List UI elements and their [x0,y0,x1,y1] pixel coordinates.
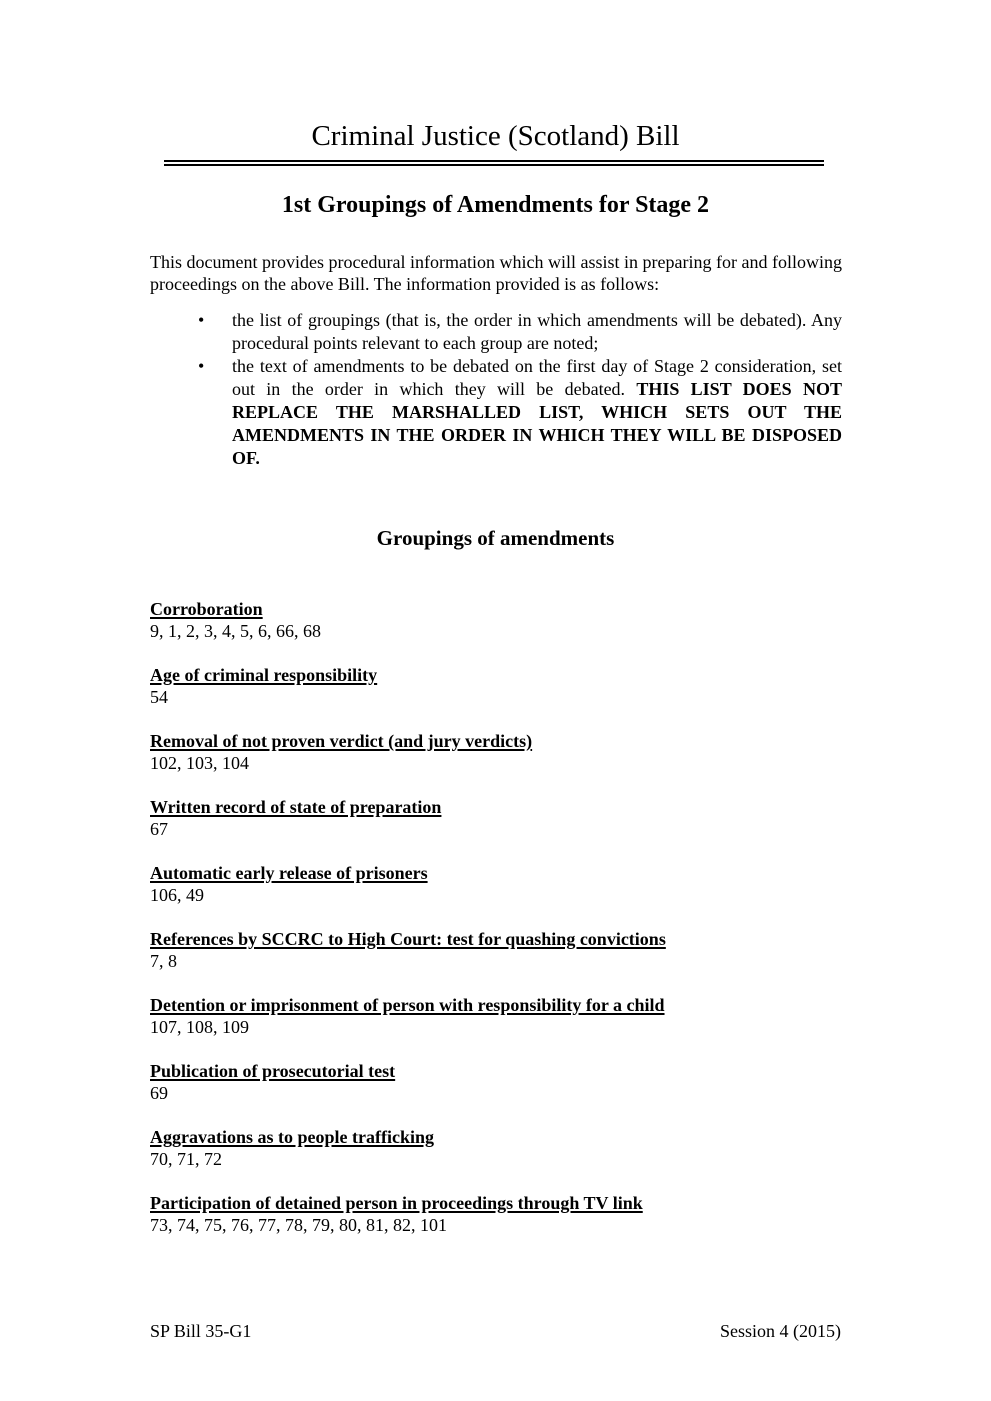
grouping-amendments: 106, 49 [150,885,204,905]
bullet-text: the text of amendments to be debated on the first day of Stage 2 consideration, set out in the order in which they will be debated. [232,356,842,399]
rule-line-bottom [164,164,824,166]
grouping-title: Age of criminal responsibility [150,665,378,685]
document-title: Criminal Justice (Scotland) Bill [311,120,680,152]
bullet-text: the list of groupings (that is, the order in which amendments will be debated). Any procedural points relevant to each group are noted; [232,310,842,353]
bullet-strong-text: THIS LIST DOES NOT REPLACE THE MARSHALLED LIST, WHICH SETS OUT THE AMENDMENTS IN THE ORDER IN WHICH THEY WILL BE DISPOSED OF. [232,379,842,468]
grouping-item [150,1192,850,1258]
grouping-amendments: 107, 108, 109 [150,1017,249,1037]
rule-line-top [164,160,824,162]
footer-session: Session 4 (2015) [720,1321,841,1341]
grouping-title: Removal of not proven verdict (and jury verdicts) [150,731,533,751]
grouping-item [150,1126,850,1192]
grouping-item [150,994,850,1060]
grouping-amendments: 69 [150,1083,168,1103]
intro-paragraph [150,251,842,295]
grouping-title: Participation of detained person in proceedings through TV link [150,1193,643,1213]
bullet-item [150,309,842,355]
grouping-amendments: 73, 74, 75, 76, 77, 78, 79, 80, 81, 82, 101 [150,1215,447,1235]
grouping-amendments: 9, 1, 2, 3, 4, 5, 6, 66, 68 [150,621,321,641]
grouping-title: Corroboration [150,599,263,619]
document-subtitle: 1st Groupings of Amendments for Stage 2 [281,192,710,218]
grouping-item [150,598,850,664]
section-heading: Groupings of amendments [376,526,615,550]
grouping-item [150,796,850,862]
grouping-item [150,928,850,994]
info-bullet-list [150,309,842,470]
grouping-amendments: 70, 71, 72 [150,1149,222,1169]
footer-bill-reference: SP Bill 35-G1 [150,1321,252,1341]
grouping-amendments: 67 [150,819,168,839]
title-double-rule [164,160,824,167]
grouping-amendments: 102, 103, 104 [150,753,249,773]
bullet-icon: • [198,356,205,376]
grouping-item [150,1060,850,1126]
grouping-item [150,862,850,928]
grouping-title: Detention or imprisonment of person with responsibility for a child [150,995,665,1015]
grouping-title: Automatic early release of prisoners [150,863,428,883]
grouping-item [150,664,850,730]
bullet-item [150,355,842,470]
grouping-amendments: 7, 8 [150,951,177,971]
grouping-title: Publication of prosecutorial test [150,1061,396,1081]
grouping-amendments: 54 [150,687,168,707]
intro-text: This document provides procedural information which will assist in preparing for and following proceedings on the above Bill. The information provided is as follows: [150,252,842,294]
grouping-title: Written record of state of preparation [150,797,442,817]
grouping-item [150,730,850,796]
bullet-icon: • [198,310,205,330]
grouping-title: Aggravations as to people trafficking [150,1127,434,1147]
groupings-list [150,598,850,1258]
grouping-title: References by SCCRC to High Court: test for quashing convictions [150,929,666,949]
